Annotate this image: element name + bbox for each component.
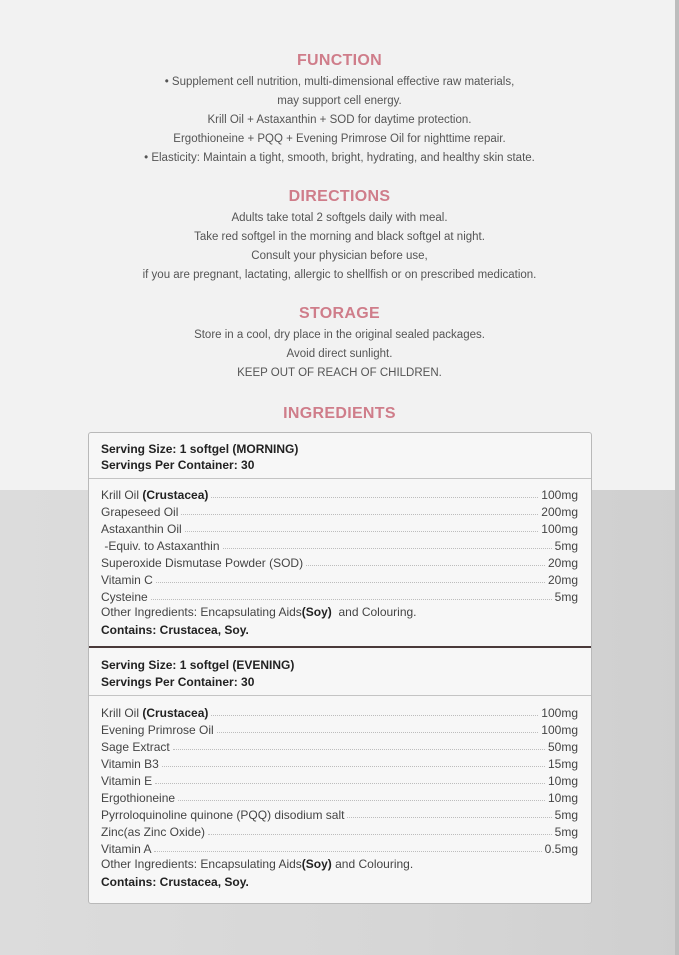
ingredients-table xyxy=(88,432,592,904)
morning-serving-size: Serving Size: 1 softgel (MORNING) xyxy=(101,442,299,456)
dotted-leader xyxy=(162,766,545,767)
dotted-leader xyxy=(347,817,551,818)
morning-row-grapeseed-oil xyxy=(101,502,578,519)
morning-row-equiv-astaxanthin xyxy=(101,536,578,553)
allergen-label: (Soy) xyxy=(301,605,332,619)
ingredient-amount: 100mg xyxy=(541,522,578,536)
ingredient-amount: 100mg xyxy=(541,488,578,502)
ingredient-amount: 5mg xyxy=(554,590,578,604)
dotted-leader xyxy=(223,548,552,549)
function-line-4: Ergothioneine + PQQ + Evening Primrose Oil for nighttime repair. xyxy=(173,133,506,145)
dotted-leader xyxy=(185,531,539,532)
allergen-label: (Soy) xyxy=(301,857,332,871)
ingredient-amount: 50mg xyxy=(547,740,578,754)
morning-header-divider xyxy=(89,478,591,479)
ingredient-name: Superoxide Dismutase Powder (SOD) xyxy=(101,556,304,570)
ingredient-name: Cysteine xyxy=(101,590,148,604)
ingredient-name: Evening Primrose Oil xyxy=(101,723,214,737)
morning-row-sod xyxy=(101,553,578,570)
dotted-leader xyxy=(211,715,538,716)
dotted-leader xyxy=(211,497,538,498)
other-ingredients-text: Other Ingredients: Encapsulating Aids xyxy=(101,857,302,871)
storage-line-3: KEEP OUT OF REACH OF CHILDREN. xyxy=(237,367,442,379)
ingredient-amount: 15mg xyxy=(547,757,578,771)
dotted-leader xyxy=(151,599,552,600)
ingredient-name: Ergothioneine xyxy=(101,791,176,805)
directions-line-1: Adults take total 2 softgels daily with meal. xyxy=(231,212,448,224)
ingredient-name: Krill Oil xyxy=(101,488,143,502)
dotted-leader xyxy=(178,800,545,801)
dotted-leader xyxy=(155,783,545,784)
dotted-leader xyxy=(217,732,539,733)
evening-row-vitamin-b3 xyxy=(101,754,578,771)
ingredient-name: Sage Extract xyxy=(101,740,170,754)
ingredient-amount: 5mg xyxy=(554,539,578,553)
morning-row-vitamin-c xyxy=(101,570,578,587)
dotted-leader xyxy=(306,565,545,566)
ingredients-title: INGREDIENTS xyxy=(283,405,396,422)
ingredient-name: Pyrroloquinoline quinone (PQQ) disodium salt xyxy=(101,808,345,822)
ingredient-amount: 5mg xyxy=(554,808,578,822)
evening-row-vitamin-a xyxy=(101,839,578,856)
evening-row-evening-primrose-oil xyxy=(101,720,578,737)
function-title: FUNCTION xyxy=(296,52,383,69)
directions-title: DIRECTIONS xyxy=(288,188,391,205)
ingredient-name: Zinc(as Zinc Oxide) xyxy=(101,825,206,839)
morning-row-cysteine xyxy=(101,587,578,604)
ingredient-name: Astaxanthin Oil xyxy=(101,522,182,536)
dotted-leader xyxy=(154,851,541,852)
evening-serving-size: Serving Size: 1 softgel (EVENING) xyxy=(101,658,295,672)
morning-row-astaxanthin-oil xyxy=(101,519,578,536)
ingredient-amount: 100mg xyxy=(541,723,578,737)
other-ingredients-text: Other Ingredients: Encapsulating Aids xyxy=(101,605,302,619)
evening-header-divider xyxy=(89,695,591,696)
ingredient-name: Vitamin B3 xyxy=(101,757,159,771)
allergen-label: (Crustacea) xyxy=(142,488,209,502)
ingredient-name: Vitamin C xyxy=(101,573,153,587)
ingredient-name: Vitamin E xyxy=(101,774,153,788)
evening-row-krill-oil xyxy=(101,703,578,720)
ingredient-name: Grapeseed Oil xyxy=(101,505,179,519)
allergen-label: (Crustacea) xyxy=(142,706,209,720)
function-line-5: • Elasticity: Maintain a tight, smooth, bright, hydrating, and healthy skin state. xyxy=(144,152,535,164)
dotted-leader xyxy=(173,749,545,750)
storage-line-1: Store in a cool, dry place in the original sealed packages. xyxy=(194,329,485,341)
storage-title: STORAGE xyxy=(299,305,380,322)
evening-row-ergothioneine xyxy=(101,788,578,805)
function-line-2: may support cell energy. xyxy=(277,95,402,107)
ingredient-amount: 10mg xyxy=(547,774,578,788)
ingredient-amount: 5mg xyxy=(554,825,578,839)
ingredient-amount: 20mg xyxy=(547,556,578,570)
other-ingredients-suffix: and Colouring. xyxy=(331,605,417,619)
evening-row-pqq xyxy=(101,805,578,822)
dotted-leader xyxy=(181,514,538,515)
ingredient-name: Krill Oil xyxy=(101,706,143,720)
function-line-3: Krill Oil + Astaxanthin + SOD for daytime protection. xyxy=(207,114,472,126)
ingredient-amount: 0.5mg xyxy=(544,842,578,856)
ingredient-name: -Equiv. to Astaxanthin xyxy=(101,539,220,553)
ingredient-amount: 100mg xyxy=(541,706,578,720)
directions-line-3: Consult your physician before use, xyxy=(251,250,428,262)
evening-row-vitamin-e xyxy=(101,771,578,788)
ingredient-name: Vitamin A xyxy=(101,842,152,856)
morning-servings-per-container: Servings Per Container: 30 xyxy=(101,458,255,472)
storage-line-2: Avoid direct sunlight. xyxy=(286,348,393,360)
morning-contains-statement: Contains: Crustacea, Soy. xyxy=(101,623,249,637)
evening-other-ingredients xyxy=(101,857,413,871)
ingredient-amount: 200mg xyxy=(541,505,578,519)
ingredient-amount: 10mg xyxy=(547,791,578,805)
evening-row-sage-extract xyxy=(101,737,578,754)
ingredient-amount: 20mg xyxy=(547,573,578,587)
morning-other-ingredients xyxy=(101,605,417,619)
other-ingredients-suffix: and Colouring. xyxy=(331,857,414,871)
evening-servings-per-container: Servings Per Container: 30 xyxy=(101,675,255,689)
function-line-1: • Supplement cell nutrition, multi-dimensional effective raw materials, xyxy=(164,76,515,88)
dotted-leader xyxy=(156,582,545,583)
directions-line-2: Take red softgel in the morning and black softgel at night. xyxy=(194,231,485,243)
dotted-leader xyxy=(208,834,552,835)
directions-line-4: if you are pregnant, lactating, allergic to shellfish or on prescribed medication. xyxy=(142,269,537,281)
evening-row-zinc xyxy=(101,822,578,839)
morning-row-krill-oil xyxy=(101,485,578,502)
evening-contains-statement: Contains: Crustacea, Soy. xyxy=(101,875,249,889)
panel-divider xyxy=(89,646,591,648)
